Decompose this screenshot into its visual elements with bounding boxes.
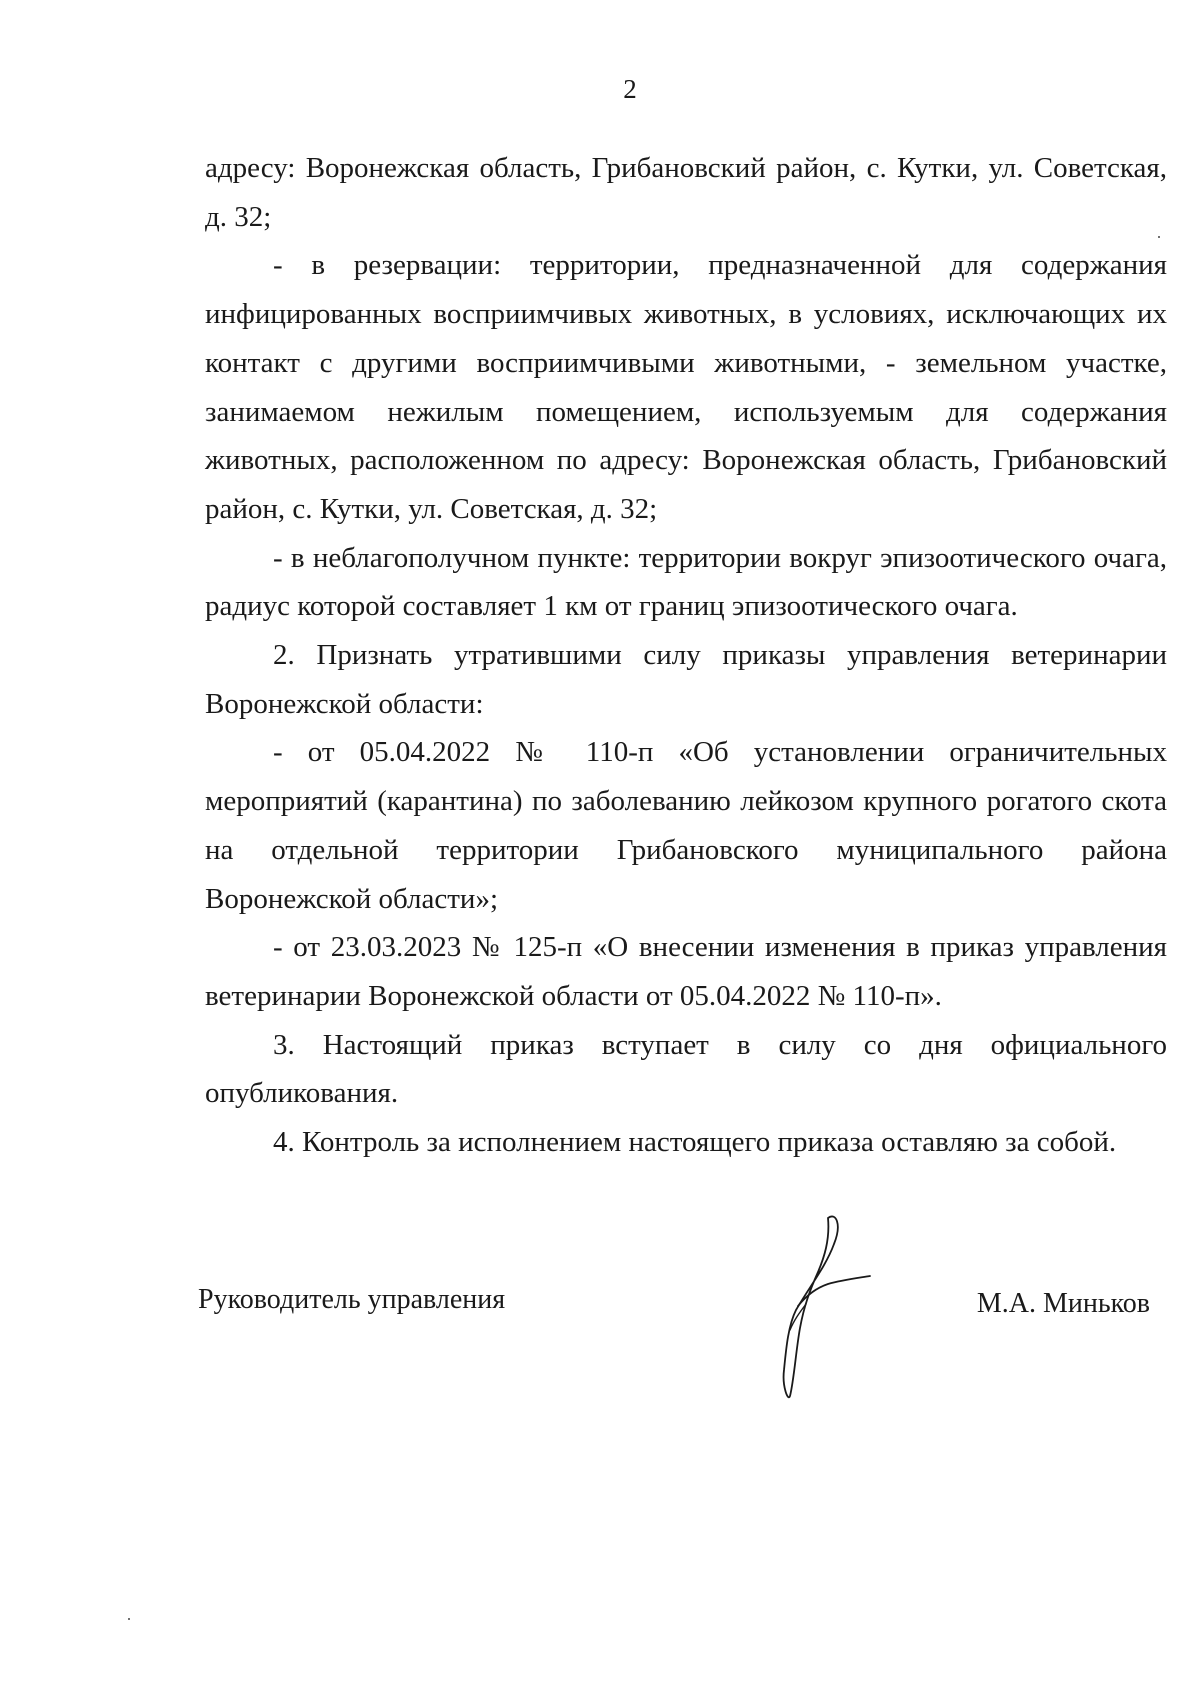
scan-speck	[128, 1618, 130, 1620]
paragraph-address-continued: адресу: Воронежская область, Грибановский район, с. Кутки, ул. Советская, д. 32;	[205, 152, 1167, 233]
paragraph-order-125: - от 23.03.2023 № 125-п «О внесении изменения в приказ управления ветеринарии Воронежской области от 05.04.2022 № 110-п».	[205, 931, 1167, 1012]
paragraph-item-4: 4. Контроль за исполнением настоящего приказа оставляю за собой.	[273, 1126, 1117, 1159]
paragraph-order-110: - от 05.04.2022 № 110-п «Об установлении ограничительных мероприятий (карантина) по заболеванию лейкозом крупного рогатого скота на отдельной территории Грибановского муниципального района Воронежской области»;	[205, 736, 1167, 915]
paragraph-item-3: 3. Настоящий приказ вступает в силу со дня официального опубликования.	[205, 1028, 1167, 1110]
paragraph-unfavorable-point: - в неблагополучном пункте: территории вокруг эпизоотического очага, радиус которой составляет 1 км от границ эпизоотического очага.	[205, 541, 1167, 623]
document-body	[205, 144, 1167, 1167]
handwritten-signature	[766, 1210, 876, 1410]
signer-name: М.А. Миньков	[976, 1288, 1150, 1319]
paragraph-reservation: - в резервации: территории, предназначенной для содержания инфицированных восприимчивых животных, в условиях, исключающих их контакт с другими восприимчивыми животными, - земельном участке, занимаемом нежилым помещением, используемым для содержания животных, расположенном по адресу: Воронежская область, Грибановский район, с. Кутки, ул. Советская, д. 32;	[205, 249, 1167, 525]
signature-block	[198, 1270, 1158, 1450]
signer-title: Руководитель управления	[198, 1284, 506, 1315]
scan-speck	[1158, 236, 1160, 238]
paragraph-item-2: 2. Признать утратившими силу приказы управления ветеринарии Воронежской области:	[205, 639, 1167, 720]
page-number: 2	[623, 74, 637, 104]
